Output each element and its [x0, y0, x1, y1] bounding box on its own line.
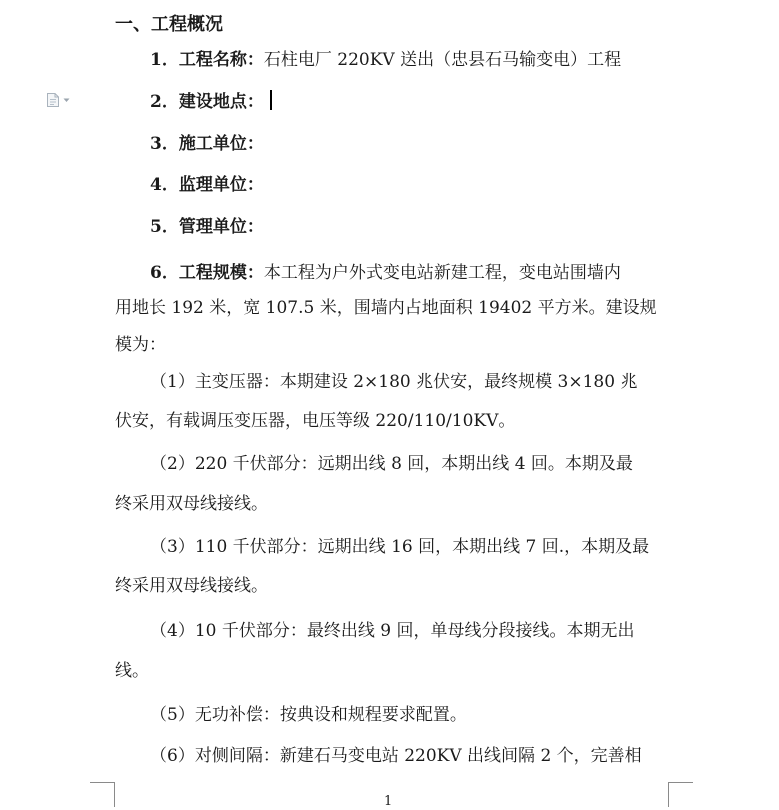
item-scale [150, 261, 621, 285]
item-number: 6． [150, 263, 179, 283]
scale-line-2: 用地长 192 米，宽 107.5 米，围墙内占地面积 19402 平方米。建设规 [115, 298, 657, 318]
item-label: 监理单位： [178, 175, 264, 195]
item-label: 管理单位： [178, 217, 264, 237]
item-number: 5． [150, 217, 179, 237]
item-number: 1． [150, 50, 179, 70]
item-contractor [150, 132, 264, 156]
para-10kv-line-1: （4）10 千伏部分：最终出线 9 回，单母线分段接线。本期无出 [150, 621, 635, 641]
para-compensation: （5）无功补偿：按典设和规程要求配置。 [150, 705, 467, 725]
para-110kv-line-1: （3）110 千伏部分：远期出线 16 回，本期出线 7 回.，本期及最 [150, 537, 650, 557]
section-heading: 一、工程概况 [115, 14, 223, 35]
item-location [150, 90, 272, 114]
chevron-down-icon [63, 98, 70, 103]
item-label: 建设地点： [178, 92, 264, 112]
para-110kv-line-2: 终采用双母线接线。 [115, 576, 268, 596]
item-label: 工程名称： [178, 50, 264, 70]
item-value: 石柱电厂 220KV 送出（忠县石马输变电）工程 [263, 50, 622, 70]
document-icon [46, 92, 60, 108]
item-number: 3． [150, 134, 179, 154]
para-bay: （6）对侧间隔：新建石马变电站 220KV 出线间隔 2 个，完善相 [150, 746, 642, 766]
scale-line-3: 模为： [115, 335, 166, 355]
para-transformer-line-2: 伏安，有载调压变压器，电压等级 220/110/10KV。 [115, 411, 516, 431]
para-220kv-line-1: （2）220 千伏部分：远期出线 8 回，本期出线 4 回。本期及最 [150, 454, 633, 474]
margin-corner-left [90, 782, 115, 807]
para-transformer-line-1: （1）主变压器：本期建设 2×180 兆伏安，最终规模 3×180 兆 [150, 372, 638, 392]
item-project-name [150, 48, 621, 72]
text-cursor [270, 90, 272, 110]
item-supervisor [150, 173, 264, 197]
item-manager [150, 215, 264, 239]
item-number: 2． [150, 92, 179, 112]
item-label: 工程规模： [178, 263, 264, 283]
page-number: 1 [384, 794, 393, 809]
para-10kv-line-2: 线。 [115, 661, 149, 681]
item-label: 施工单位： [178, 134, 264, 154]
para-220kv-line-2: 终采用双母线接线。 [115, 494, 268, 514]
scale-line-1: 本工程为户外式变电站新建工程，变电站围墙内 [263, 263, 621, 283]
margin-corner-right [668, 782, 693, 807]
paragraph-options-button[interactable] [46, 92, 82, 108]
item-number: 4． [150, 175, 179, 195]
